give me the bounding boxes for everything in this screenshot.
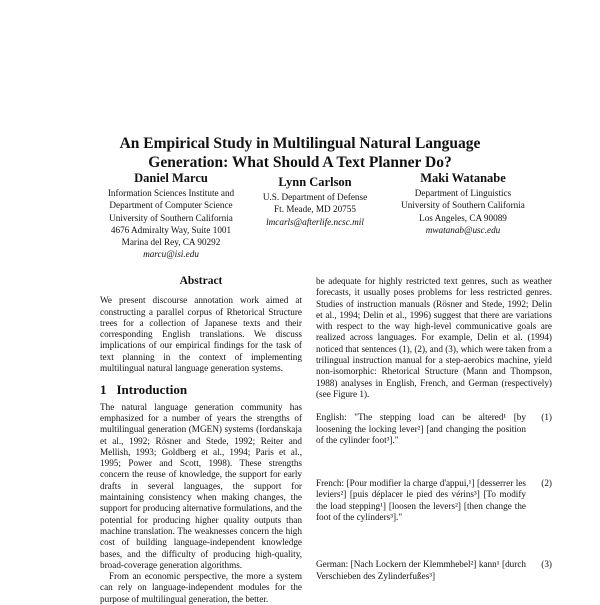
affiliation-line: Ft. Meade, MD 20755: [274, 204, 356, 215]
author-email: mwatanab@usc.edu: [425, 224, 501, 235]
paper-title: [80, 134, 520, 172]
affiliation-line: Information Sciences Institute and: [107, 188, 235, 198]
example-text: French: [Pour modifier la charge d'appui,¹] [desserrer les leviers²] [puis déplacer le pied des vérins³] [To modify the load stepping¹] [loosen the levers²] [then change the foot of the cylinders³].": [316, 478, 526, 523]
affiliation-line: 4676 Admiralty Way, Suite 1001: [110, 224, 232, 235]
author-email: marcu@isi.edu: [143, 249, 199, 260]
author-block-marcu: [88, 171, 254, 261]
title-line-1: An Empirical Study in Multilingual Natural Language: [119, 135, 481, 152]
section-title: Introduction: [116, 382, 188, 398]
affiliation-line: Department of Linguistics: [414, 188, 512, 198]
affiliation-line: University of Southern California: [401, 200, 525, 211]
example-text: English: "The stepping load can be altered¹ [by loosening the locking lever²] [and changing the position of the cylinder foot³].": [316, 412, 526, 445]
right-column: [316, 276, 552, 582]
example-2: [316, 478, 552, 523]
title-line-2: Generation: What Should A Text Planner Do?: [148, 154, 452, 171]
example-number: (2): [541, 478, 552, 489]
intro-paragraph-2: From an economic perspective, the more a system can rely on language-independent modules for the purpose of multilingual generation, the better.: [100, 571, 302, 604]
author-name: Maki Watanabe: [420, 171, 506, 185]
intro-paragraph-1: The natural language generation community has emphasized for a number of years the strengths of multilingual generation (MGEN) systems (Iordanskaja et al., 1992; Rösner and Stede, 1992; Reiter and Mellish, 1993; Goldberg et al., 1994; Paris et al., 1995; Power and Scott, 1998). These strengths concern the reuse of knowledge, the support for early drafts in several languages, the support for maintaining consistency when making changes, the support for producing alternative formulations, and the potential for producing higher quality outputs than machine translation. The weaknesses concern the high cost of building language-independent knowledge bases, and the difficulty of producing high-quality, broad-coverage generation algorithms.: [100, 401, 302, 570]
right-paragraph: be adequate for highly restricted text genres, such as weather forecasts, it usually poses problems for less restricted genres. Studies of instruction manuals (Rösner and Stede, 1992; Delin et al., 1994; Delin et al., 1996) suggest that there are variations with respect to the way high-level communicative goals are realized across languages. For example, Delin et al. (1994) noticed that sentences (1), (2), and (3), which were taken from a trilingual instruction manual for a step-aerobics machine, yield non-isomorphic: Rhetorical Structure (Mann and Thompson, 1988) analyses in English, French, and German (respectively) (see Figure 1).: [316, 276, 552, 399]
affiliation-line: Los Angeles, CA 90089: [419, 212, 507, 223]
left-column: [100, 276, 302, 605]
affiliation-line: University of Southern California: [109, 212, 233, 223]
section-heading: [100, 382, 302, 398]
affiliation-line: Department of Computer Science: [109, 200, 233, 211]
author-email: lmcarls@afterlife.ncsc.mil: [266, 216, 364, 227]
author-block-watanabe: [388, 171, 538, 236]
example-number: (3): [541, 559, 552, 570]
author-name: Daniel Marcu: [134, 171, 208, 185]
affiliation-line: Marina del Rey, CA 90292: [121, 237, 221, 248]
abstract-text: We present discourse annotation work aimed at constructing a parallel corpus of Rhetorical Structure trees for a collection of Japanese texts and their corresponding English translations. We discuss implications of our empirical findings for the task of text planning in the context of implementing multilingual natural language generation systems.: [100, 295, 302, 374]
example-number: (1): [541, 412, 552, 423]
example-3: [316, 559, 552, 582]
example-1: [316, 412, 552, 446]
section-number: 1: [100, 382, 107, 398]
author-block-carlson: [250, 175, 380, 228]
affiliation-line: U.S. Department of Defense: [262, 192, 368, 202]
author-name: Lynn Carlson: [278, 175, 352, 189]
example-text: German: [Nach Lockern der Klemmhebel²] kann¹ [durch Verschieben des Zylinderfußes³]: [316, 559, 526, 581]
abstract-heading: Abstract: [179, 275, 223, 287]
